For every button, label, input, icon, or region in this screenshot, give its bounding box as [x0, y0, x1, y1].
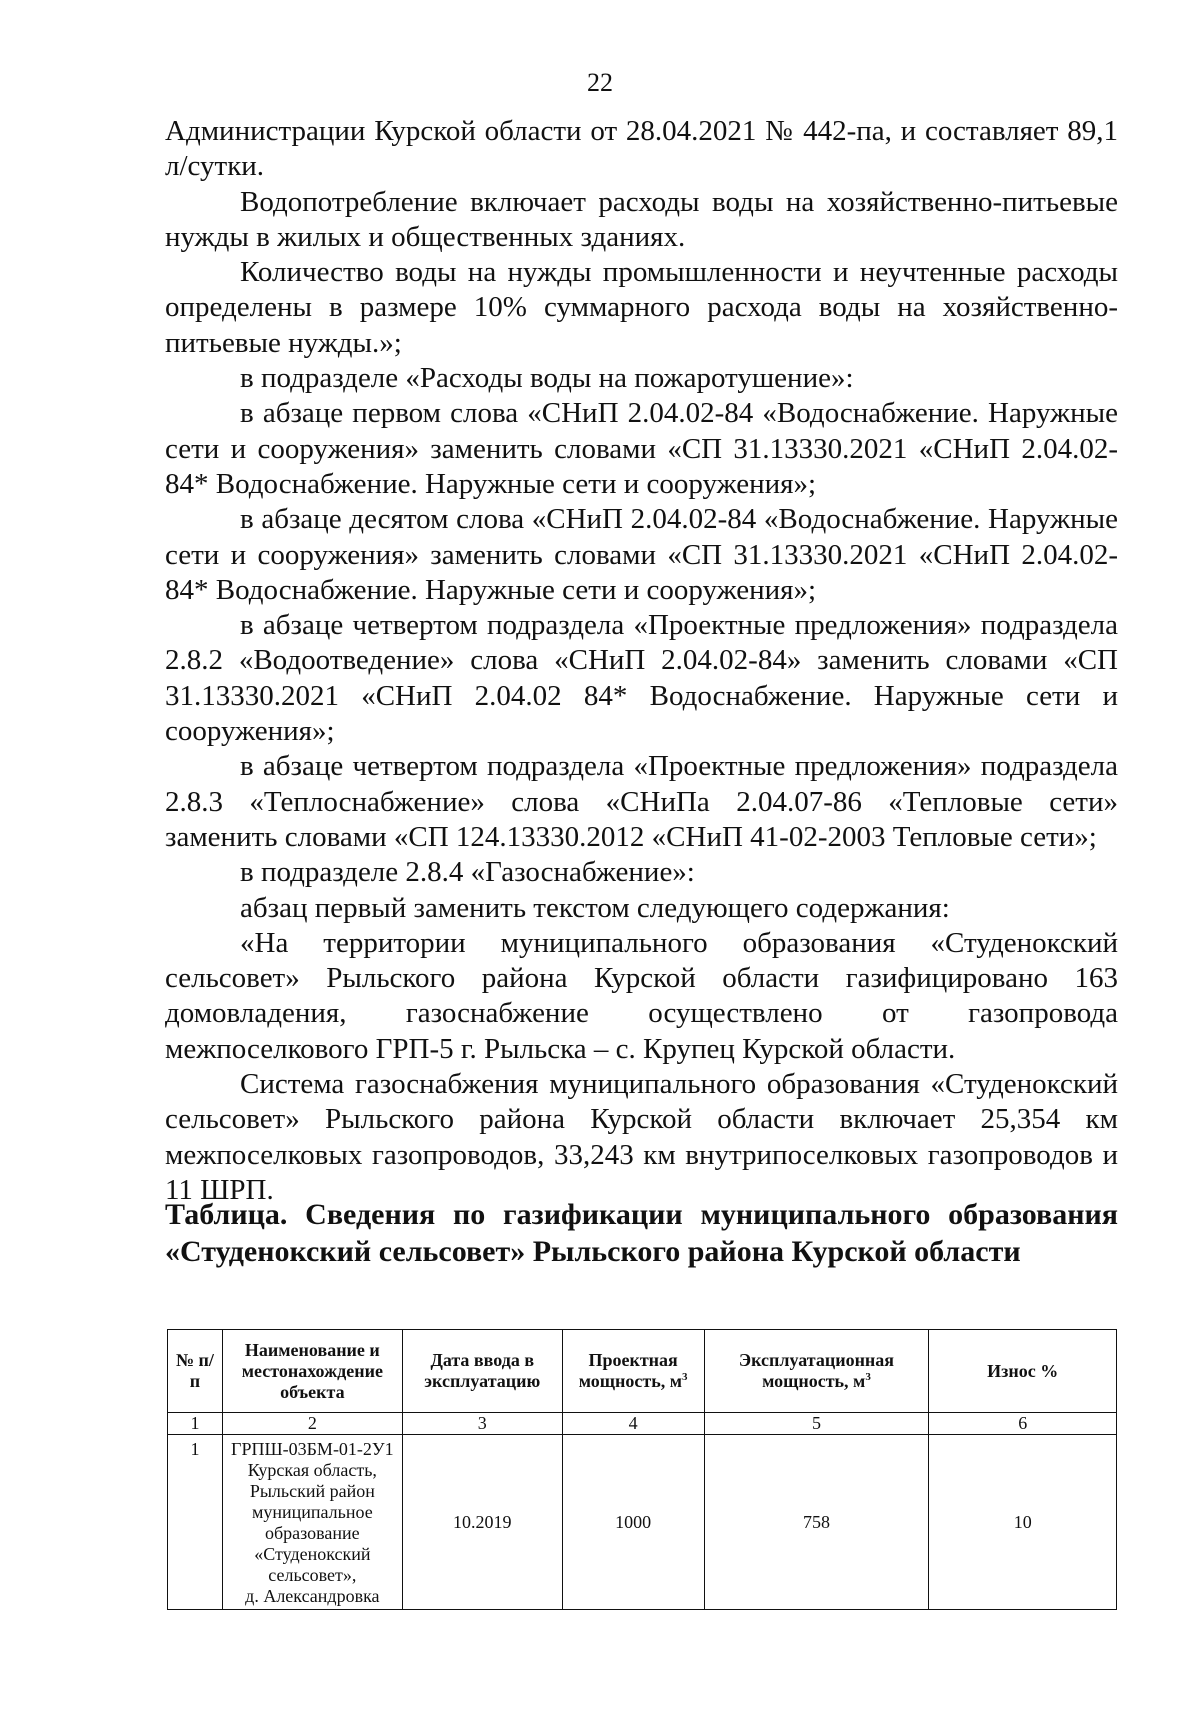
paragraph: в абзаце десятом слова «СНиП 2.04.02-84 «Водоснабжение. Наружные сети и сооружения» заменить словами «СП 31.13330.2021 «СНиП 2.04.02-84* Водоснабжение. Наружные сети и сооружения»;	[165, 503, 1118, 606]
name-line: ГРПШ-03БМ-01-2У1	[231, 1439, 394, 1459]
cell-name-location	[222, 1435, 402, 1610]
column-number: 6	[929, 1413, 1117, 1435]
name-line: муниципальное	[251, 1502, 373, 1522]
table-header-row	[168, 1330, 1117, 1413]
column-number: 1	[168, 1413, 223, 1435]
cell-operating-capacity: 758	[704, 1435, 929, 1610]
name-line: «Студенокский	[254, 1544, 371, 1564]
cell-commission-date: 10.2019	[402, 1435, 562, 1610]
header-wear: Износ %	[929, 1330, 1117, 1413]
column-number: 2	[222, 1413, 402, 1435]
paragraph: абзац первый заменить текстом следующего содержания:	[240, 891, 950, 924]
header-operating-capacity: Эксплуатационная мощность, $м^3$	[704, 1330, 929, 1413]
cell-number: 1	[168, 1435, 223, 1610]
name-line: Курская область,	[247, 1460, 377, 1480]
page-number: 22	[587, 68, 613, 97]
table-row	[168, 1435, 1117, 1610]
name-line: сельсовет»,	[268, 1565, 357, 1585]
paragraph: в абзаце четвертом подраздела «Проектные предложения» подраздела 2.8.2 «Водоотведение» слова «СНиП 2.04.02-84» заменить словами «СП 31.13330.2021 «СНиП 2.04.02 84* Водоснабжение. Наружные сети и сооружения»;	[165, 609, 1118, 748]
paragraph: Водопотребление включает расходы воды на хозяйственно-питьевые нужды в жилых и общественных зданиях.	[165, 185, 1118, 253]
paragraph: Администрации Курской области от 28.04.2021 № 442-па, и составляет 89,1 л/сутки.	[165, 115, 1118, 183]
header-commission-date: Дата ввода в эксплуатацию	[402, 1330, 562, 1413]
header-name-location: Наименование и местонахождение объекта	[222, 1330, 402, 1413]
name-line: образование	[265, 1523, 360, 1543]
name-line: д. Александровка	[245, 1586, 380, 1606]
paragraph: Система газоснабжения муниципального образования «Студенокский сельсовет» Рыльского района Курской области включает 25,354 км межпоселковых газопроводов, 33,243 км внутрипоселковых газопроводов и 11 ШРП.	[165, 1068, 1118, 1206]
paragraph: «На территории муниципального образования «Студенокский сельсовет» Рыльского района Курской области газифицировано 163 домовладения, газоснабжение осуществлено от газопровода межпоселкового ГРП-5 г. Рыльска – с. Крупец Курской области.	[165, 926, 1118, 1065]
name-line: Рыльский район	[249, 1481, 375, 1501]
document-body	[165, 114, 1118, 1208]
column-number: 5	[704, 1413, 929, 1435]
column-number: 4	[562, 1413, 704, 1435]
paragraph: в подразделе «Расходы воды на пожаротушение»:	[240, 362, 854, 395]
paragraph: в абзаце четвертом подраздела «Проектные предложения» подраздела 2.8.3 «Теплоснабжение» слова «СНиПа 2.04.07-86 «Тепловые сети» заменить словами «СП 124.13330.2012 «СНиП 41-02-2003 Тепловые сети»;	[165, 750, 1118, 853]
table-title: Таблица. Сведения по газификации муниципального образования «Студенокский сельсовет» Рыльского района Курской области	[165, 1198, 1118, 1268]
cell-design-capacity: 1000	[562, 1435, 704, 1610]
paragraph: в подразделе 2.8.4 «Газоснабжение»:	[240, 856, 695, 889]
header-number: № п/п	[168, 1330, 223, 1413]
paragraph: в абзаце первом слова «СНиП 2.04.02-84 «Водоснабжение. Наружные сети и сооружения» заменить словами «СП 31.13330.2021 «СНиП 2.04.02-84* Водоснабжение. Наружные сети и сооружения»;	[165, 397, 1118, 500]
column-number: 3	[402, 1413, 562, 1435]
gasification-table	[167, 1329, 1117, 1610]
cell-wear: 10	[929, 1435, 1117, 1610]
column-number-row	[168, 1413, 1117, 1435]
paragraph: Количество воды на нужды промышленности и неучтенные расходы определены в размере 10% суммарного расхода воды на хозяйственно-питьевые нужды.»;	[165, 256, 1118, 359]
header-design-capacity: Проектная мощность, $м^3$	[562, 1330, 704, 1413]
